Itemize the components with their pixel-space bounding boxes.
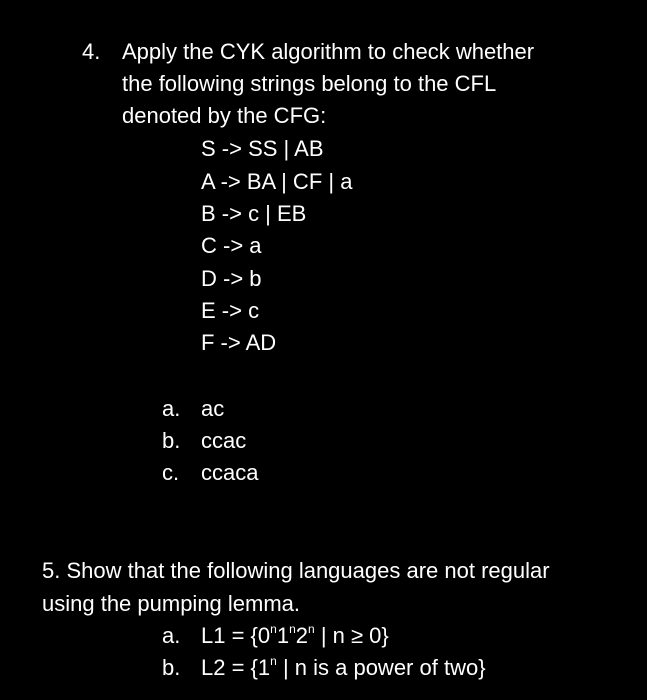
- q5-line-2: using the pumping lemma.: [42, 591, 301, 616]
- grammar-rule-f: F -> AD: [201, 330, 277, 355]
- q4-item-b-marker: b.: [162, 428, 181, 453]
- q4-number: 4.: [82, 39, 101, 64]
- q4-line-2: the following strings belong to the CFL: [122, 71, 497, 96]
- q4-item-a-text: ac: [201, 396, 225, 421]
- q4-item-c-marker: c.: [162, 460, 180, 485]
- q5-item-b-marker: b.: [162, 655, 181, 680]
- grammar-rule-b: B -> c | EB: [201, 201, 307, 226]
- q5-item-a-marker: a.: [162, 623, 181, 648]
- grammar-rule-s: S -> SS | AB: [201, 136, 324, 161]
- grammar-rule-a: A -> BA | CF | a: [201, 169, 353, 194]
- q4-item-c-text: ccaca: [201, 460, 259, 485]
- grammar-rule-d: D -> b: [201, 266, 262, 291]
- grammar-rule-e: E -> c: [201, 298, 260, 323]
- grammar-rule-c: C -> a: [201, 233, 262, 258]
- q4-item-a-marker: a.: [162, 396, 181, 421]
- q5-item-b-formula: $L2 = \{1^n$ | n is a power of two}: [201, 653, 486, 680]
- q4-item-b-text: ccac: [201, 428, 247, 453]
- q4-line-3: denoted by the CFG:: [122, 103, 327, 128]
- q5-item-a-formula: $L1 = \{0^n1^n2^n$ | n ≥ 0}: [201, 621, 389, 648]
- q5-line-1: 5. Show that the following languages are not regular: [42, 558, 550, 583]
- q4-line-1: Apply the CYK algorithm to check whether: [122, 39, 535, 64]
